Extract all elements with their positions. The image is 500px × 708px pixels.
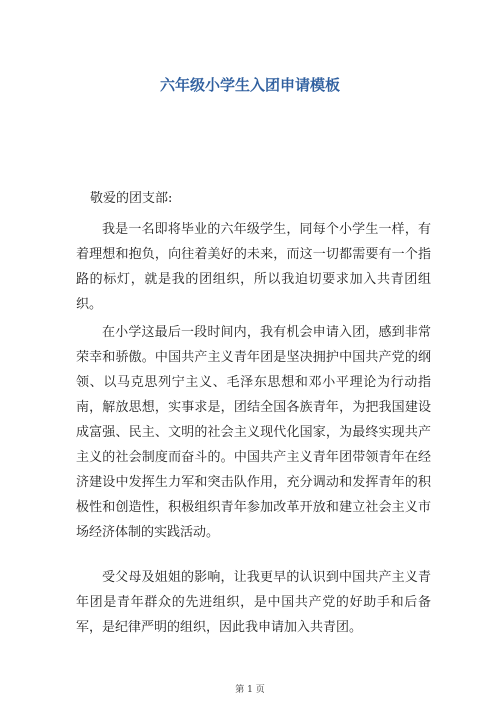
paragraph-3: 受父母及姐姐的影响，让我更早的认识到中国共产主义青年团是青年群众的先进组织，是中国共产党的好助手和后备军，是纪律严明的组织，因此我申请加入共青团。 (76, 570, 431, 635)
paragraph-2: 在小学这最后一段时间内，我有机会申请入团，感到非常荣幸和骄傲。中国共产主义青年团是坚决拥护中国共产党的纲领、以马克思列宁主义、毛泽东思想和邓小平理论为行动指南，解放思想，实事求是，团结全国各族青年，为把我国建设成富强、民主、文明的社会主义现代化国家，为最终实现共产主义的社会制度而奋斗的。中国共产主义青年团带领青年在经济建设中发挥生力军和突击队作用，充分调动和发挥青年的积极性和创造性，积极组织青年参加改革开放和建立社会主义市场经济体制的实践活动。 (76, 325, 431, 540)
document-title: 六年级小学生入团申请模板 (159, 76, 340, 94)
salutation: 敬爱的团支部: (90, 191, 173, 206)
paragraph-1: 我是一名即将毕业的六年级学生，同每个小学生一样，有着理想和抱负，向往着美好的未来，而这一切都需要有一个指路的标灯，就是我的团组织，所以我迫切要求加入共青团组织。 (76, 222, 431, 312)
page-number: 第 1 页 (235, 685, 265, 695)
